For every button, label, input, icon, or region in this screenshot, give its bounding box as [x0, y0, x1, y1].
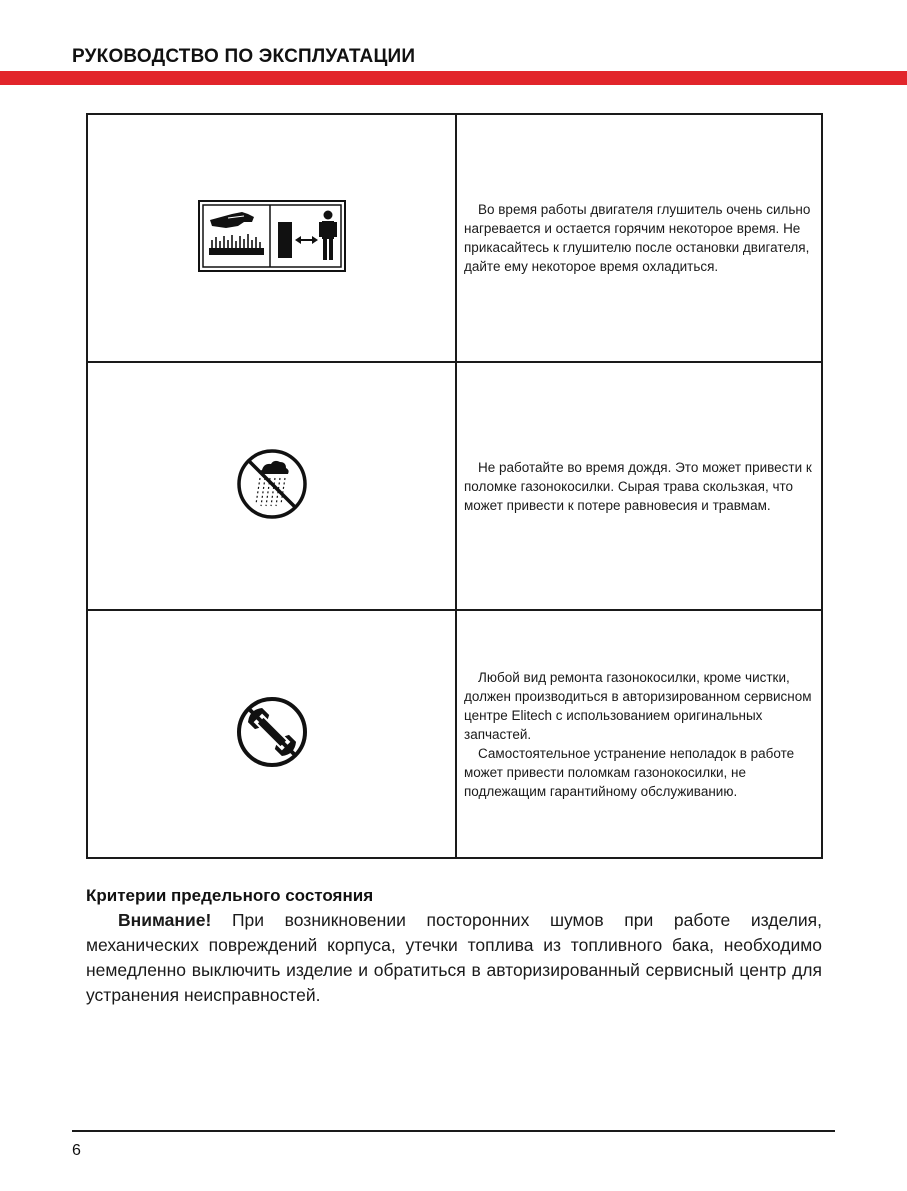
- no-rain-icon: [236, 448, 308, 525]
- warnings-table: [86, 113, 823, 859]
- hot-surface-keep-distance-icon: [198, 200, 346, 277]
- footer-rule: [72, 1130, 835, 1132]
- warning-icon-cell: [87, 114, 456, 362]
- page-number: 6: [72, 1142, 81, 1159]
- warning-icon-cell: [87, 362, 456, 610]
- attention-lead: Внимание!: [118, 910, 212, 930]
- section-body-text: При возникновении посторонних шумов при работе изделия, механических повреждений корпуса, утечки топлива из топливного бака, необходимо немедленно выключить изделие и обратиться в авторизированный сервисный центр для устранения неисправностей.: [86, 910, 822, 1005]
- section-body: [86, 908, 822, 1008]
- warning-row: [87, 114, 822, 362]
- warning-paragraph: Не работайте во время дождя. Это может привести к поломке газонокосилки. Сырая трава скользкая, что может привести к потере равновесия и травмам.: [464, 459, 812, 513]
- warning-text-cell: [456, 114, 822, 362]
- document-header-title: РУКОВОДСТВО ПО ЭКСПЛУАТАЦИИ: [72, 46, 416, 67]
- header-red-band: [0, 71, 907, 85]
- no-self-repair-icon: [236, 696, 308, 773]
- warning-paragraph: Самостоятельное устранение неполадок в работе может привести поломкам газонокосилки, не подлежащим гарантийному обслуживанию.: [464, 745, 795, 799]
- warning-text-cell: [456, 362, 822, 610]
- warning-text-cell: [456, 610, 822, 858]
- warning-row: [87, 610, 822, 858]
- warning-row: [87, 362, 822, 610]
- warning-paragraph: Во время работы двигателя глушитель очень сильно нагревается и остается горячим некоторое время. Не прикасайтесь к глушителю после остановки двигателя, дайте ему некоторое время охладиться.: [464, 202, 811, 274]
- warning-icon-cell: [87, 610, 456, 858]
- section-title: Критерии предельного состояния: [86, 886, 374, 905]
- warning-paragraph: Любой вид ремонта газонокосилки, кроме чистки, должен производиться в авторизированном сервисном центре Elitech с использованием оригинальных запчастей.: [464, 669, 812, 742]
